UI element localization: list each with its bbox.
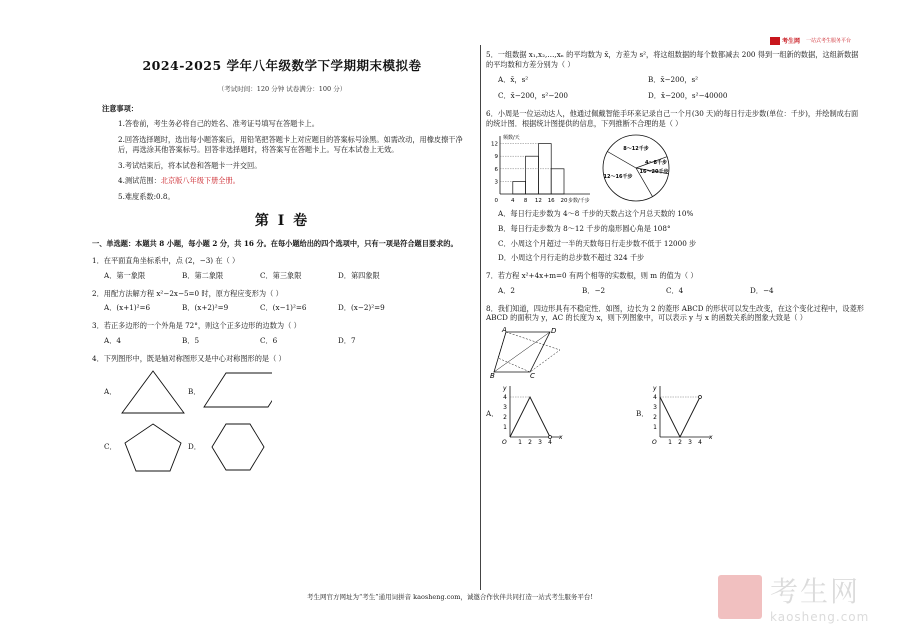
question-4: 4．下列图形中，既是轴对称图形又是中心对称图形的是（ ） <box>92 353 286 363</box>
graph-line <box>510 397 550 437</box>
y-axis-label: 频数/天 <box>503 135 520 142</box>
x-tick-label: 2 <box>678 438 682 445</box>
option: C．(x−1)²=6 <box>260 303 307 313</box>
question-6-option-a: A．每日行走步数为 4～8 千步的天数占这个月总天数的 10% <box>498 209 694 219</box>
watermark-cn: 考生网 <box>770 575 861 608</box>
x-tick-label: 1 <box>668 438 672 445</box>
question-4-row-cd <box>104 421 472 473</box>
option: C．6 <box>260 335 278 345</box>
y-tick-label: 2 <box>503 413 507 421</box>
right-column <box>486 50 864 445</box>
notice-item-4 <box>118 176 468 186</box>
question-8-graphs <box>486 383 864 445</box>
watermark-en: kaosheng.com <box>770 610 870 624</box>
y-tick-label: 4 <box>503 393 507 401</box>
y-axis-label: y <box>503 384 507 392</box>
x-tick-label: 12 <box>534 198 542 205</box>
histogram-bar <box>551 169 564 194</box>
question-3: 3．若正多边形的一个外角是 72°，则这个正多边形的边数为（ ） <box>92 321 301 331</box>
option-label: C． <box>104 442 117 452</box>
notice-item-4-label: 4.测试范围： <box>118 176 161 186</box>
option: D．第四象限 <box>338 271 380 280</box>
x-axis-label: x <box>709 433 713 441</box>
section-heading: 一、单选题：本题共 8 小题，每小题 2 分，共 16 分。在每小题给出的四个选项中，只有一项是符合题目要求的。 <box>92 238 458 248</box>
option: B．−2 <box>582 285 606 295</box>
option: C．x̄−200，s²−200 <box>498 91 568 101</box>
x-tick-label: 4 <box>698 438 702 445</box>
notice-heading: 注意事项： <box>102 103 138 113</box>
question-3-options <box>104 336 472 346</box>
x-tick-label: 1 <box>518 438 522 445</box>
left-column <box>92 50 472 473</box>
question-1: 1．在平面直角坐标系中，点 (2，−3) 在（ ） <box>92 256 240 266</box>
question-2: 2．用配方法解方程 x²−2x−5=0 时，原方程应变形为（ ） <box>92 288 283 298</box>
pie-slice-label: 12～16千步 <box>603 174 633 181</box>
exam-subtitle: （考试时间：120 分钟 试卷满分：100 分） <box>217 84 347 93</box>
pentagon-figure <box>118 421 188 473</box>
y-tick-label: 3 <box>494 179 498 186</box>
question-6-option-b: B．每日行走步数为 8～12 千步的扇形圆心角是 108° <box>498 224 671 234</box>
option: D．x̄−200，s²−40000 <box>648 91 728 101</box>
option: D．7 <box>338 335 356 345</box>
parallelogram-figure <box>202 369 272 415</box>
notice-item-3: 3.考试结束后，将本试卷和答题卡一并交回。 <box>118 160 262 170</box>
y-axis-label: y <box>653 384 657 392</box>
option: C．4 <box>666 285 684 295</box>
x-tick-label: 8 <box>523 198 528 205</box>
rhombus-figure <box>490 326 590 378</box>
option: A．(x+1)²=6 <box>104 303 151 313</box>
x-tick-label: 3 <box>538 438 542 445</box>
y-tick-label: 6 <box>494 167 498 174</box>
notice-item-5: 5.难度系数:0.8。 <box>118 191 175 201</box>
option: A．第一象限 <box>104 271 146 280</box>
question-5-options-ab <box>498 75 864 85</box>
y-tick-label: 12 <box>491 141 498 148</box>
graph-b-chart <box>650 383 716 445</box>
pie-slice-label: 4～8千步 <box>645 160 667 167</box>
option: A．x̄，s² <box>498 75 529 85</box>
footer-text: 考生网官方网址为“考生”通用词拼音 kaosheng.com，诚邀合作伙伴共同打造一站式考生服务平台! <box>306 593 594 601</box>
option-label: B． <box>636 408 649 418</box>
svg-text:C: C <box>530 372 535 379</box>
brand-logo-icon <box>770 37 780 45</box>
question-6-figures <box>486 132 864 204</box>
x-axis-label: x <box>559 433 563 441</box>
x-axis-label: 步数/千步 <box>568 198 590 205</box>
brand-logo <box>770 36 851 45</box>
question-7: 7．若方程 x²+4x+m=0 有两个相等的实数根，则 m 的值为（ ） <box>486 271 698 281</box>
pie-slice-edge <box>607 152 636 169</box>
y-tick-label: 2 <box>653 413 657 421</box>
svg-text:A: A <box>502 326 507 335</box>
option: C．第三象限 <box>260 271 302 280</box>
option: D．−4 <box>750 285 774 295</box>
y-tick-label: 3 <box>653 403 657 411</box>
hexagon-figure <box>202 421 272 473</box>
option: B．(x+2)²=9 <box>182 303 229 313</box>
x-tick-label: 16 <box>547 198 555 205</box>
graph-line <box>660 397 700 437</box>
volume-heading: 第 I 卷 <box>254 212 310 229</box>
histogram-chart <box>486 132 596 204</box>
question-5-options-cd <box>498 91 864 101</box>
exam-title: 2024-2025 学年八年级数学下学期期末模拟卷 <box>142 58 422 73</box>
notice-item-1: 1.答卷前，考生务必将自己的姓名、准考证号填写在答题卡上。 <box>118 119 319 129</box>
y-tick-label: 9 <box>494 154 498 161</box>
question-5: 5．一组数据 x₁,x₂,…,xₙ 的平均数为 x̄，方差为 s²，将这组数据的每个数都减去 200 得到一组新的数据，这组新数据的平均数和方差分别为（ ） <box>486 50 859 69</box>
question-6-option-d: D．小周这个月行走的总步数不超过 324 千步 <box>498 253 645 263</box>
histogram-bar <box>526 157 539 195</box>
option-label: A． <box>104 387 117 397</box>
y-tick-label: 1 <box>503 423 507 431</box>
pie-slice-label: 8～12千步 <box>623 146 649 153</box>
question-6: 6．小周是一位运动达人，他通过佩戴智能手环来记录自己一个月(30 天)的每日行走步数(单位：千步)，并绘制成右面的统计图．根据统计图提供的信息，下列推断不合理的是（ ） <box>486 108 859 128</box>
option: B．5 <box>182 335 200 345</box>
graph-a-chart <box>500 383 566 445</box>
x-tick-label: 4 <box>511 198 515 205</box>
option: D．(x−2)²=9 <box>338 303 385 313</box>
origin-label: O <box>502 438 507 445</box>
origin-label: O <box>652 438 657 445</box>
x-tick-label: 3 <box>688 438 692 445</box>
brand-name: 考生网 <box>782 38 801 45</box>
x-tick-label: 20 <box>560 198 568 205</box>
column-divider <box>480 45 481 590</box>
notice-scope: 北京版八年级下册全册。 <box>160 176 240 186</box>
origin-label: 0 <box>494 198 498 205</box>
y-tick-label: 4 <box>653 393 657 401</box>
triangle-figure <box>118 369 188 415</box>
svg-text:B: B <box>490 372 495 379</box>
question-1-options <box>104 271 472 281</box>
question-2-options <box>104 303 472 313</box>
endpoint-marker <box>549 435 552 438</box>
y-tick-label: 3 <box>503 403 507 411</box>
pie-chart <box>596 132 676 204</box>
x-tick-label: 4 <box>548 438 552 445</box>
option: B．x̄−200，s² <box>648 75 699 85</box>
question-8: 8．我们知道，四边形具有不稳定性．如图，边长为 2 的菱形 ABCD 的形状可以发生改变，在这个变化过程中，设菱形 ABCD 的面积为 y，AC 的长度为 x，则下列图象中，可以表示 y 与 x 的函数关系的图象大致是（ ） <box>486 303 864 323</box>
brand-slogan: 一站式考生服务平台 <box>806 38 852 44</box>
pie-slice-label: 16～20千步 <box>639 169 669 176</box>
question-6-option-c: C．小周这个月超过一半的天数每日行走步数不低于 12000 步 <box>498 238 697 248</box>
option: A．2 <box>498 285 515 295</box>
svg-text:D: D <box>551 327 557 336</box>
histogram-bar <box>513 182 526 195</box>
question-7-options <box>498 286 864 296</box>
option-label: D． <box>188 442 201 452</box>
option-label: B． <box>188 387 201 397</box>
x-tick-label: 2 <box>528 438 532 445</box>
notice-item-2: 2.回答选择题时，选出每小题答案后，用铅笔把答题卡上对应题目的答案标号涂黑。如需改动，用橡皮擦干净后，再选涂其他答案标号。回答非选择题时，将答案写在答题卡上。写在本试卷上无效。 <box>118 135 463 154</box>
option: B．第二象限 <box>182 271 224 280</box>
question-4-row-ab <box>104 369 472 415</box>
y-tick-label: 1 <box>653 423 657 431</box>
endpoint-marker <box>699 395 702 398</box>
option: A．4 <box>104 335 121 345</box>
option-label: A． <box>486 408 499 418</box>
